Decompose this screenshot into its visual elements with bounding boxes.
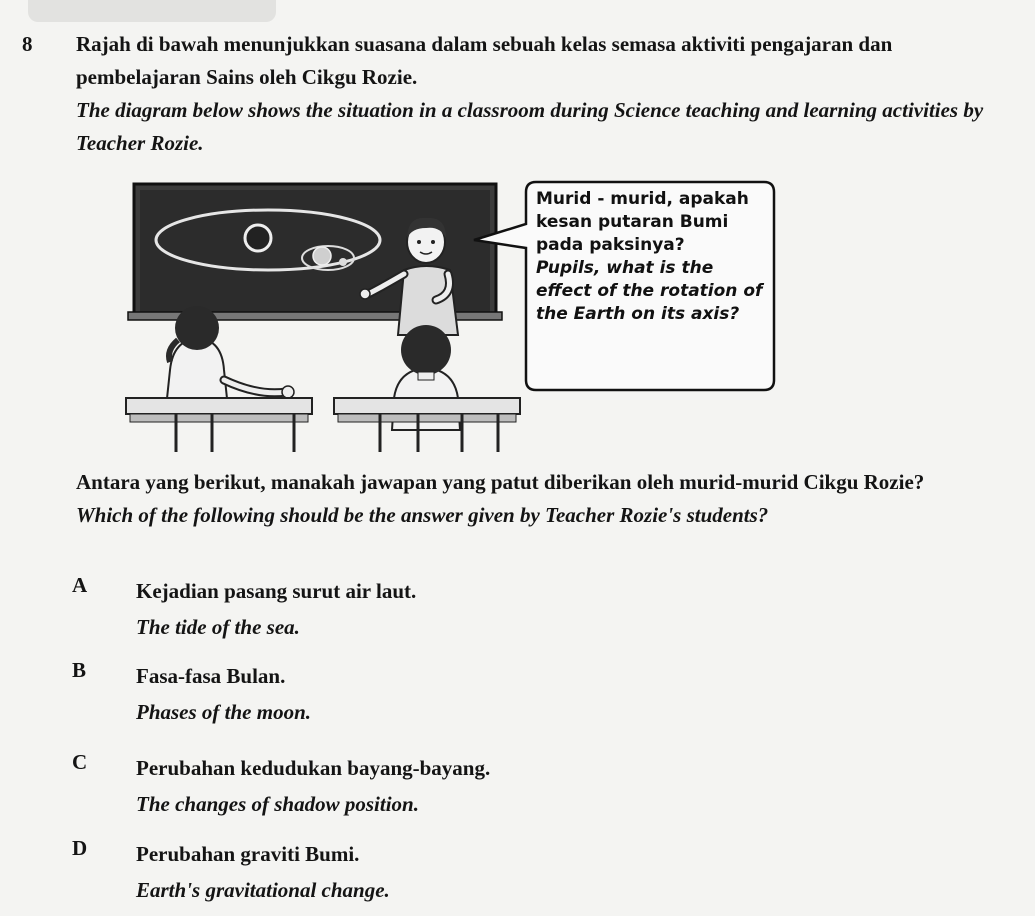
cropped-header-strip <box>28 0 276 22</box>
student-desks <box>126 398 520 452</box>
question-prompt <box>76 466 1026 532</box>
option-english: Phases of the moon. <box>136 700 312 724</box>
option-malay: Fasa-fasa Bulan. <box>136 664 286 688</box>
teacher-speech <box>536 188 774 326</box>
prompt-malay: Antara yang berikut, manakah jawapan yang patut diberikan oleh murid-murid Cikgu Rozie? <box>76 470 925 494</box>
option-letter: A <box>72 573 88 597</box>
prompt-english: Which of the following should be the answer given by Teacher Rozie's students? <box>76 503 769 527</box>
option-letter: C <box>72 750 88 774</box>
option-malay: Perubahan graviti Bumi. <box>136 842 360 866</box>
option-malay: Perubahan kedudukan bayang-bayang. <box>136 756 491 780</box>
speech-english: Pupils, what is the effect of the rotation of the Earth on its axis? <box>536 258 763 324</box>
option-letter: D <box>72 836 88 860</box>
option-english: Earth's gravitational change. <box>136 878 390 902</box>
option-english: The tide of the sea. <box>136 615 300 639</box>
question-stem <box>76 28 1021 160</box>
option-english: The changes of shadow position. <box>136 792 419 816</box>
speech-malay: Murid - murid, apakah kesan putaran Bumi pada paksinya? <box>536 189 749 255</box>
stem-malay: Rajah di bawah menunjukkan suasana dalam sebuah kelas semasa aktiviti pengajaran dan pembelajaran Sains oleh Cikgu Rozie. <box>76 32 893 89</box>
question-number: 8 <box>22 32 33 56</box>
option-malay: Kejadian pasang surut air laut. <box>136 579 417 603</box>
stem-english: The diagram below shows the situation in a classroom during Science teaching and learning activities by Teacher Rozie. <box>76 98 984 155</box>
student-left <box>166 306 294 408</box>
option-letter: B <box>72 658 87 682</box>
